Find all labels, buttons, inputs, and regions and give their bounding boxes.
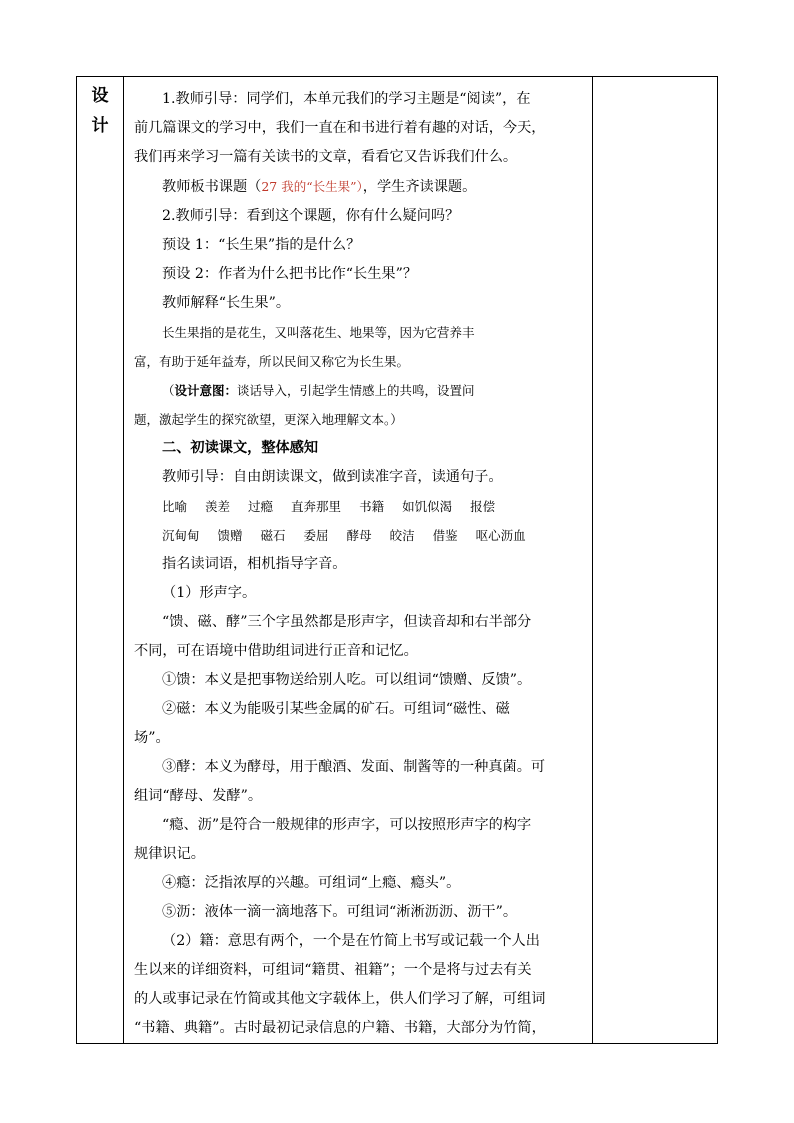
word-item: 借鉴 [432, 528, 458, 543]
text-line: （1）形声字。 [162, 585, 257, 601]
word-list [134, 521, 586, 550]
text-line: 预设 2：作者为什么把书比作“长生果”？ [162, 266, 418, 282]
column-divider [592, 77, 593, 1043]
text-line: 规律识记。 [134, 846, 205, 862]
text-line: 场”。 [134, 730, 170, 746]
row-label-char: 设 [91, 86, 109, 106]
word-item: 直奔那里 [291, 499, 342, 514]
text-line: 我们再来学习一篇有关读书的文章，看看它又告诉我们什么。 [134, 149, 518, 165]
text-line: “馈、磁、酵”三个字虽然都是形声字，但读音却和右半部分 [162, 614, 532, 630]
text-line: 指名读词语，相机指导字音。 [162, 556, 347, 572]
text-line: ①馈：本义是把事物送给别人吃。可以组词“馈赠、反馈”。 [162, 672, 532, 688]
text-line [134, 376, 586, 405]
row-label-char: 计 [91, 116, 109, 136]
text-line: 教师引导：自由朗读课文，做到读准字音，读通句子。 [162, 469, 503, 485]
word-item: 如饥似渴 [402, 499, 453, 514]
lesson-table [76, 76, 718, 1044]
text-span: 教师板书课题（ [162, 179, 262, 195]
section-heading: 二、初读课文，整体感知 [162, 440, 319, 456]
text-line: 长生果指的是花生，又叫落花生、地果等，因为它营养丰 [162, 325, 475, 340]
word-item: 磁石 [260, 528, 286, 543]
word-item: 书籍 [359, 499, 385, 514]
text-span: （ [162, 383, 175, 398]
text-line: ④瘾：泛指浓厚的兴趣。可组词“上瘾、瘾头”。 [162, 875, 461, 891]
word-item: 羡差 [205, 499, 231, 514]
text-span: 谈话导入，引起学生情感上的共鸣，设置问 [237, 383, 475, 398]
word-item: 呕心沥血 [475, 528, 526, 543]
word-item: 比喻 [162, 499, 188, 514]
text-line: 预设 1：“长生果”指的是什么？ [162, 237, 361, 253]
text-line: “瘾、沥”是符合一般规律的形声字，可以按照形声字的构字 [162, 817, 532, 833]
text-line: 2.教师引导：看到这个课题，你有什么疑问吗？ [162, 208, 460, 224]
text-line: 的人或事记录在竹简或其他文字载体上，供人们学习了解，可组词 [134, 991, 546, 1007]
word-item: 酵母 [346, 528, 372, 543]
word-item: 馈赠 [217, 528, 243, 543]
text-span: ，学生齐读课题。 [362, 179, 477, 195]
word-item: 沉甸甸 [162, 528, 200, 543]
text-line: 前几篇课文的学习中，我们一直在和书进行着有趣的对话，今天， [134, 120, 546, 136]
word-item: 报偿 [470, 499, 496, 514]
lesson-title-text: 27 我的“长生果”） [261, 179, 363, 194]
text-line: 生以来的详细资料，可组词“籍贯、祖籍”；一个是将与过去有关 [134, 962, 532, 978]
text-line: 教师解释“长生果”。 [162, 295, 291, 311]
text-line: 1.教师引导：同学们，本单元我们的学习主题是“阅读”，在 [162, 91, 531, 107]
text-line: （2）籍：意思有两个，一个是在竹简上书写或记载一个人出 [162, 933, 540, 949]
word-item: 过瘾 [248, 499, 274, 514]
word-item: 皎洁 [389, 528, 415, 543]
word-list [134, 492, 586, 521]
text-line: 不同，可在语境中借助组词进行正音和记忆。 [134, 643, 418, 659]
text-line: “书籍、典籍”。古时最初记录信息的户籍、书籍，大部分为竹简， [134, 1020, 546, 1036]
text-line: ②磁：本义为能吸引某些金属的矿石。可组词“磁性、磁 [162, 701, 510, 717]
row-label [77, 77, 123, 141]
lesson-content [124, 77, 592, 1043]
text-line: ③酵：本义为酵母，用于酿酒、发面、制酱等的一种真菌。可 [162, 759, 546, 775]
text-line [134, 172, 586, 202]
text-line: 富，有助于延年益寿，所以民间又称它为长生果。 [134, 354, 410, 369]
text-line: 题，激起学生的探究欲望，更深入地理解文本。） [134, 412, 403, 427]
text-line: ⑤沥：液体一滴一滴地落下。可组词“淅淅沥沥、沥干”。 [162, 904, 518, 920]
text-line: 组词“酵母、发酵”。 [134, 788, 263, 804]
word-item: 委屈 [303, 528, 329, 543]
design-intent-label: 设计意图： [174, 383, 238, 398]
